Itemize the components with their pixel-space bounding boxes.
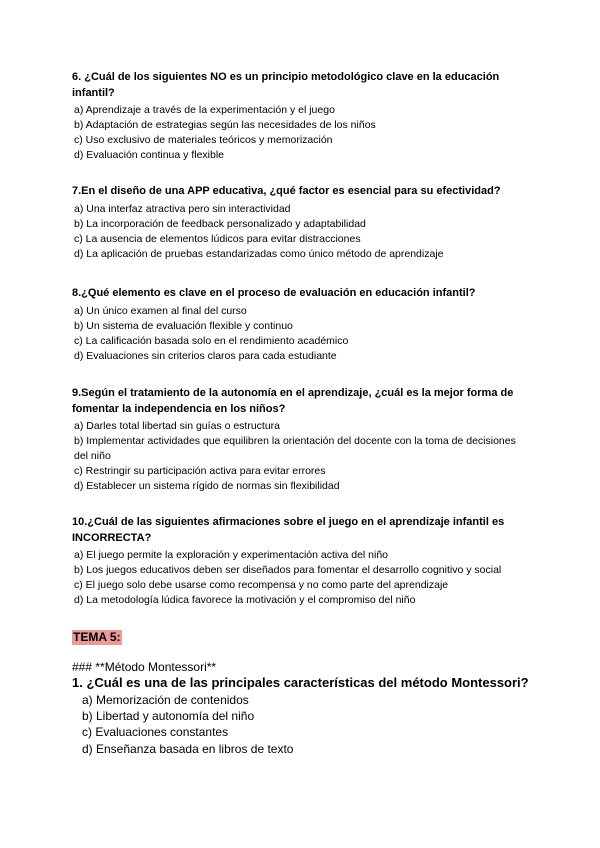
option-c: c) El juego solo debe usarse como recompensa y no como parte del aprendizaje bbox=[74, 579, 449, 591]
question-title: 7.En el diseño de una APP educativa, ¿qué factor es esencial para su efectividad? bbox=[72, 185, 501, 197]
option-b: b) Libertad y autonomía del niño bbox=[82, 709, 255, 724]
option-c: c) Evaluaciones constantes bbox=[82, 725, 229, 740]
option-c: c) La calificación basada solo en el rendimiento académico bbox=[74, 334, 349, 347]
option-b: b) Un sistema de evaluación flexible y continuo bbox=[74, 319, 293, 332]
option-c: c) La ausencia de elementos lúdicos para evitar distracciones bbox=[74, 232, 361, 245]
option-b: b) Implementar actividades que equilibren la orientación del docente con la toma de decisiones del niño bbox=[74, 435, 516, 462]
option-d: d) La metodología lúdica favorece la motivación y el compromiso del niño bbox=[74, 594, 416, 606]
question-10 bbox=[72, 515, 532, 608]
montessori-section bbox=[72, 660, 552, 757]
section-heading: ### **Método Montessori** bbox=[72, 660, 217, 674]
option-c: c) Uso exclusivo de materiales teóricos y memorización bbox=[74, 134, 333, 146]
option-a: a) Memorización de contenidos bbox=[82, 693, 249, 707]
question-title: 10.¿Cuál de las siguientes afirmaciones sobre el juego en el aprendizaje infantil es INCORRECTA? bbox=[72, 516, 505, 544]
option-a: a) Darles total libertad sin guías o estructura bbox=[74, 420, 281, 432]
option-b: b) La incorporación de feedback personalizado y adaptabilidad bbox=[74, 217, 366, 230]
question-8 bbox=[72, 286, 542, 364]
option-d: d) Enseñanza basada en libros de texto bbox=[82, 741, 294, 756]
option-a: a) El juego permite la exploración y experimentación activa del niño bbox=[74, 549, 389, 561]
question-6 bbox=[72, 70, 542, 163]
option-b: b) Los juegos educativos deben ser diseñados para fomentar el desarrollo cognitivo y social bbox=[74, 564, 502, 576]
option-a: a) Un único examen al final del curso bbox=[74, 304, 247, 317]
tema-heading: TEMA 5: bbox=[73, 630, 121, 644]
question-7 bbox=[72, 184, 542, 262]
option-d: d) Establecer un sistema rígido de normas sin flexibilidad bbox=[74, 480, 340, 492]
option-d: d) La aplicación de pruebas estandarizadas como único método de aprendizaje bbox=[74, 247, 444, 260]
option-a: a) Una interfaz atractiva pero sin interactividad bbox=[74, 202, 291, 215]
question-title: 9.Según el tratamiento de la autonomía en el aprendizaje, ¿cuál es la mejor forma de fomentar la independencia en los niños? bbox=[72, 387, 514, 415]
option-d: d) Evaluaciones sin criterios claros para cada estudiante bbox=[74, 349, 337, 362]
question-9 bbox=[72, 386, 522, 494]
question-title: 8.¿Qué elemento es clave en el proceso de evaluación en educación infantil? bbox=[72, 287, 476, 299]
option-c: c) Restringir su participación activa para evitar errores bbox=[74, 465, 326, 477]
option-d: d) Evaluación continua y flexible bbox=[74, 149, 225, 161]
option-b: b) Adaptación de estrategias según las necesidades de los niños bbox=[74, 119, 376, 131]
question-title: 6. ¿Cuál de los siguientes NO es un principio metodológico clave en la educación infantil? bbox=[72, 71, 500, 99]
question-title: 1. ¿Cuál es una de las principales características del método Montessori? bbox=[72, 675, 529, 690]
option-a: a) Aprendizaje a través de la experimentación y el juego bbox=[74, 104, 335, 116]
